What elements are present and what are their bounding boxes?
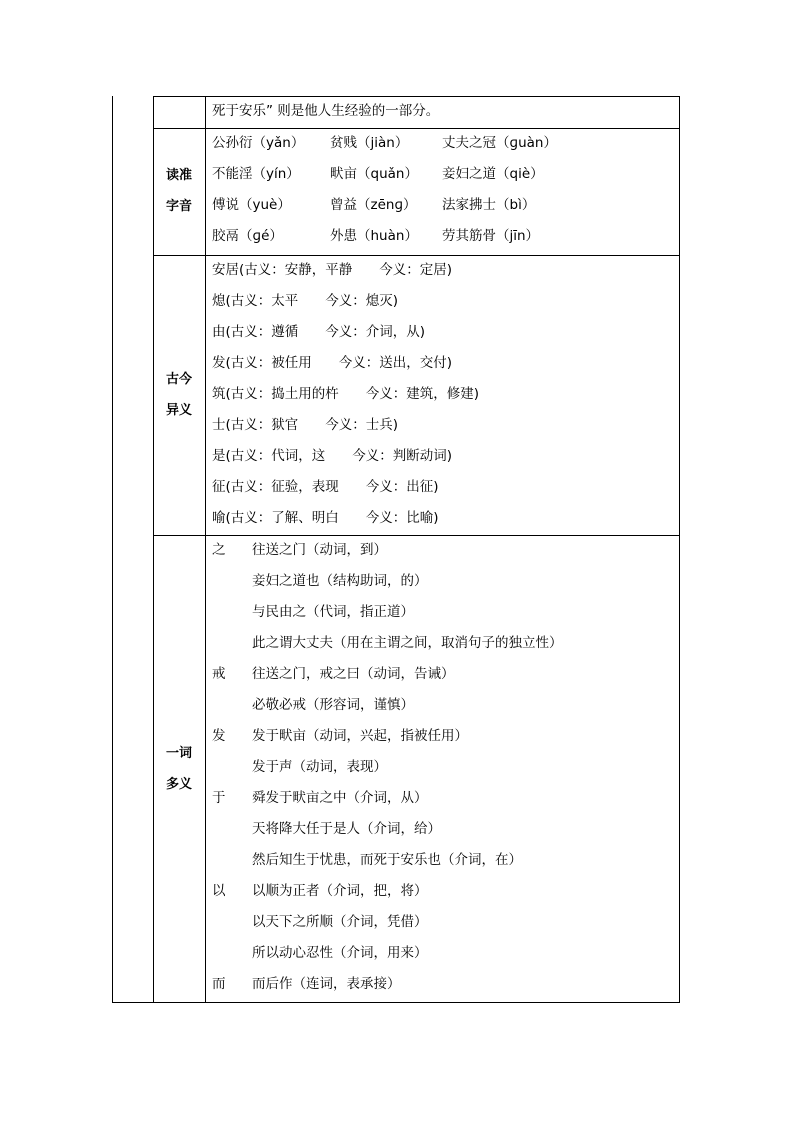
document-table — [112, 96, 680, 1003]
polysemy-row — [212, 566, 672, 597]
pronunciation-section — [112, 128, 680, 255]
polysemy-row — [212, 783, 672, 814]
pronunciation-item: 法家拂士（bì） — [442, 197, 536, 213]
polysemy-row — [212, 535, 672, 566]
pronunciation-item: 曾益（zēnɡ） — [330, 197, 417, 213]
polysemy-word: 之 — [212, 542, 226, 558]
pronunciation-item: 贫贱（jiàn） — [330, 135, 409, 151]
polysemy-example: 发于畎亩（动词，兴起，指被任用） — [252, 728, 468, 744]
polysemy-example: 往送之门，戒之曰（动词，告诫） — [252, 666, 455, 682]
polysemy-example: 以顺为正者（介词，把，将） — [252, 883, 428, 899]
pronunciation-item: 畎亩（quǎn） — [330, 166, 418, 182]
ancient-modern-list — [212, 255, 479, 534]
label-line: 读准 — [165, 168, 192, 183]
pronunciation-item: 妾妇之道（qiè） — [442, 166, 544, 182]
pronunciation-item: 傅说（yuè） — [212, 197, 291, 213]
list-item: 喻(古义：了解、明白 今义：比喻) — [212, 510, 439, 526]
pronunciation-item: 公孙衍（yǎn） — [212, 135, 305, 151]
polysemy-row — [212, 938, 672, 969]
polysemy-example: 往送之门（动词，到） — [252, 542, 387, 558]
list-item: 发(古义：被任用 今义：送出，交付) — [212, 355, 453, 371]
intro-text: 死于安乐” 则是他人生经验的一部分。 — [212, 103, 440, 119]
polysemy-row — [212, 907, 672, 938]
polysemy-example: 而后作（连词，表承接） — [252, 976, 401, 992]
pronunciation-row — [212, 221, 672, 252]
polysemy-row — [212, 659, 672, 690]
polysemy-row — [212, 969, 672, 1000]
polysemy-example: 天将降大任于是人（介词，给） — [252, 821, 441, 837]
polysemy-example: 然后知生于忧患，而死于安乐也（介词，在） — [252, 852, 522, 868]
pronunciation-item: 不能淫（yín） — [212, 166, 300, 182]
polysemy-example: 所以动心忍性（介词，用来） — [252, 945, 428, 961]
list-item: 由(古义：遵循 今义：介词，从) — [212, 324, 426, 340]
pronunciation-item: 外患（huàn） — [330, 228, 418, 244]
polysemy-row — [212, 752, 672, 783]
polysemy-row — [212, 690, 672, 721]
polysemy-example: 以天下之所顺（介词，凭借） — [252, 914, 428, 930]
label-line: 多义 — [165, 777, 192, 792]
polysemy-row — [212, 876, 672, 907]
polysemy-section — [112, 535, 680, 1002]
ancient-modern-meaning-section — [112, 255, 680, 535]
pronunciation-grid — [212, 128, 672, 252]
polysemy-row — [212, 814, 672, 845]
polysemy-example: 发于声（动词，表现） — [252, 759, 387, 775]
polysemy-example: 舜发于畎亩之中（介词，从） — [252, 790, 428, 806]
list-item: 是(古义：代词，这 今义：判断动词) — [212, 448, 453, 464]
intro-row — [112, 96, 680, 128]
polysemy-word: 以 — [212, 883, 226, 899]
polysemy-word: 而 — [212, 976, 226, 992]
polysemy-word: 于 — [212, 790, 226, 806]
list-item: 安居(古义：安静，平静 今义：定居) — [212, 262, 453, 278]
polysemy-list — [212, 535, 672, 1000]
list-item: 征(古义：征验，表现 今义：出征) — [212, 479, 439, 495]
polysemy-row — [212, 628, 672, 659]
label-line: 一词 — [165, 746, 192, 761]
pronunciation-item: 丈夫之冠（ɡuàn） — [442, 135, 557, 151]
ancient-modern-label — [153, 364, 205, 426]
pronunciation-row — [212, 159, 672, 190]
polysemy-row — [212, 597, 672, 628]
table-border-bottom — [112, 1002, 680, 1003]
label-line: 字音 — [165, 199, 192, 214]
polysemy-row — [212, 721, 672, 752]
pronunciation-row — [212, 128, 672, 159]
polysemy-example: 必敬必戒（形容词，谨慎） — [252, 697, 414, 713]
label-line: 古今 — [165, 372, 192, 387]
polysemy-word: 戒 — [212, 666, 226, 682]
pronunciation-row — [212, 190, 672, 221]
polysemy-example: 此之谓大丈夫（用在主谓之间，取消句子的独立性） — [252, 635, 563, 651]
polysemy-example: 与民由之（代词，指正道） — [252, 604, 414, 620]
list-item: 士(古义：狱官 今义：士兵) — [212, 417, 399, 433]
label-line: 异义 — [165, 403, 192, 418]
polysemy-word: 发 — [212, 728, 226, 744]
pronunciation-item: 劳其筋骨（jīn） — [442, 228, 540, 244]
pronunciation-item: 胶鬲（ɡé） — [212, 228, 283, 244]
list-item: 熄(古义：太平 今义：熄灭) — [212, 293, 399, 309]
polysemy-row — [212, 845, 672, 876]
polysemy-example: 妾妇之道也（结构助词，的） — [252, 573, 428, 589]
polysemy-label — [153, 738, 205, 800]
list-item: 筑(古义：捣土用的杵 今义：建筑，修建) — [212, 386, 480, 402]
pronunciation-label — [153, 160, 205, 222]
